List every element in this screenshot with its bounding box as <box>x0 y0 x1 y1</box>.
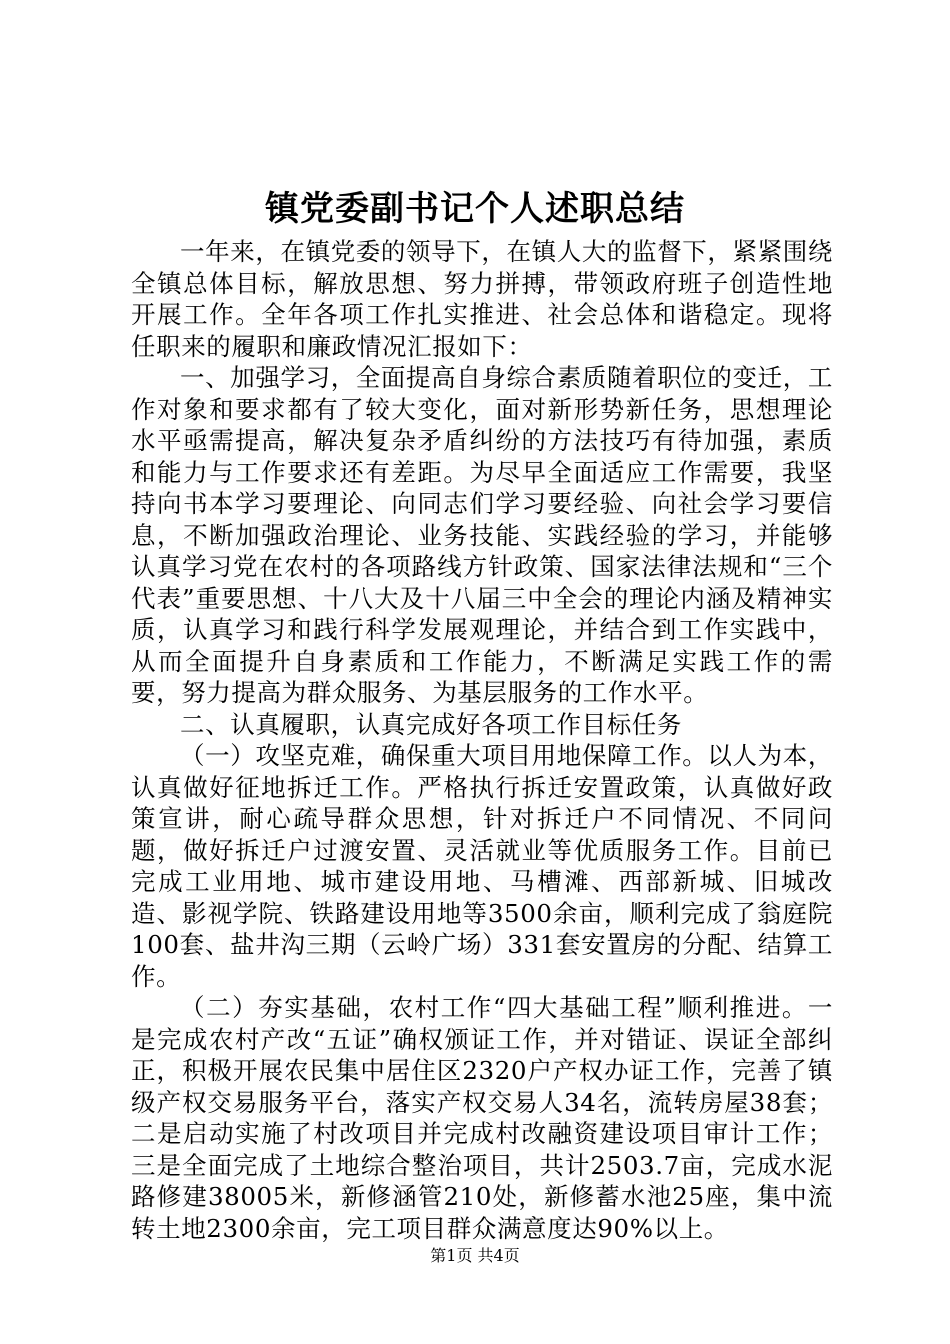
section-two-heading: 二、认真履职，认真完成好各项工作目标任务 <box>180 709 682 739</box>
document-title: 镇党委副书记个人述职总结 <box>265 189 685 229</box>
page-number-footer: 第1页 共4页 <box>430 1246 520 1265</box>
section-one-paragraph: 一、加强学习，全面提高自身综合素质随着职位的变迁，工作对象和要求都有了较大变化，面对新形势新任务，思想理论水平亟需提高，解决复杂矛盾纠纷的方法技巧有待加强，素质和能力与工作要求还有差距。为尽早全面适应工作需要，我坚持向书本学习要理论、向同志们学习要经验、向社会学习要信息，不断加强政治理论、业务技能、实践经验的学习，并能够认真学习党在农村的各项路线方针政策、国家法律法规和“三个代表”重要思想、十八大及十八届三中全会的理论内涵及精神实质，认真学习和践行科学发展观理论，并结合到工作实践中，从而全面提升自身素质和工作能力，不断满足实践工作的需要，努力提高为群众服务、为基层服务的工作水平。 <box>131 363 833 707</box>
intro-paragraph: 一年来，在镇党委的领导下，在镇人大的监督下，紧紧围绕全镇总体目标，解放思想、努力拼搏，带领政府班子创造性地开展工作。全年各项工作扎实推进、社会总体和谐稳定。现将任职来的履职和廉政情况汇报如下： <box>131 237 833 361</box>
subsection-two-paragraph: （二）夯实基础，农村工作“四大基础工程”顺利推进。一是完成农村产改“五证”确权颁证工作，并对错证、误证全部纠正，积极开展农民集中居住区2320户产权办证工作，完善了镇级产权交易服务平台，落实产权交易人34名，流转房屋38套；二是启动实施了村改项目并完成村改融资建设项目审计工作；三是全面完成了土地综合整治项目，共计2503.7亩，完成水泥路修建38005米，新修涵管210处，新修蓄水池25座，集中流转土地2300余亩，完工项目群众满意度达90%以上。 <box>131 993 833 1243</box>
document-body <box>131 236 833 1244</box>
subsection-one-paragraph: （一）攻坚克难，确保重大项目用地保障工作。以人为本，认真做好征地拆迁工作。严格执行拆迁安置政策，认真做好政策宣讲，耐心疏导群众思想，针对拆迁户不同情况、不同问题，做好拆迁户过渡安置、灵活就业等优质服务工作。目前已完成工业用地、城市建设用地、马槽滩、西部新城、旧城改造、影视学院、铁路建设用地等3500余亩，顺利完成了翁庭院100套、盐井沟三期（云岭广场）331套安置房的分配、结算工作。 <box>131 741 833 991</box>
